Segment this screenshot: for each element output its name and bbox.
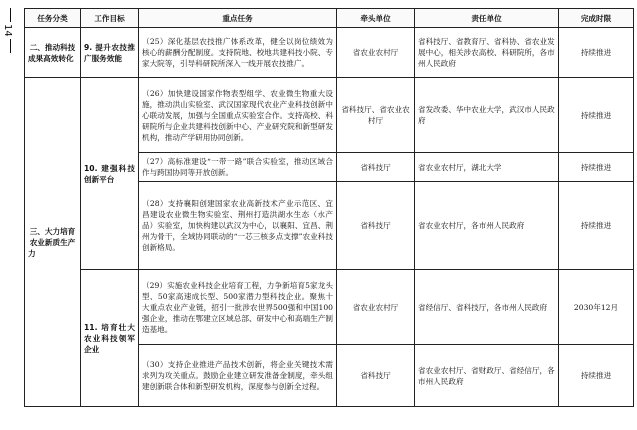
deadline-cell: 持续推进 [559,28,634,78]
page-number-text: 14 [2,24,13,37]
lead-cell: 省农业农村厅 [337,270,415,345]
header-lead: 牵头单位 [337,9,415,28]
table-row [25,270,634,345]
lead-cell: 省科技厅 [337,182,415,270]
task-cell: （27）高标准建设“一带一路”联合实验室，推动区域合作与跨国协同等开放创新。 [139,153,337,182]
page-number [2,8,18,53]
deadline-cell: 持续推进 [559,78,634,153]
responsible-cell: 省农业农村厅，各市州人民政府 [415,182,559,270]
table-row [25,28,634,78]
lead-cell: 省农业农村厅 [337,28,415,78]
task-cell: （25）深化基层农技推广体系改革，健全以岗位绩效为核心的薪酬分配制度。支持院地、校地共建科技小院、专家大院等，引导科研院所深入一线开展农技推广。 [139,28,337,78]
task-cell: （30）支持企业推进产品技术创新，将企业关键技术需求列为攻关重点。鼓励企业建立研发准备金制度，牵头组建创新联合体和新型研发机构，深度参与创新全过程。 [139,345,337,407]
header-goal: 工作目标 [81,9,139,28]
lead-cell: 省科技厅 [337,345,415,407]
lead-cell: 省科技厅 [337,153,415,182]
table-row [25,78,634,153]
responsible-cell: 省发改委、华中农业大学，武汉市人民政府 [415,78,559,153]
responsible-cell: 省经信厅、省科技厅，各市州人民政府 [415,270,559,345]
header-responsible: 责任单位 [415,9,559,28]
goal-cell: 9. 提升农技推广服务效能 [81,28,139,78]
responsible-cell: 省农业农村厅、省财政厅、省经信厅，各市州人民政府 [415,345,559,407]
category-cell: 三、大力培育农业新质生产力 [25,78,81,407]
deadline-cell: 持续推进 [559,182,634,270]
header-task: 重点任务 [139,9,337,28]
goal-cell: 11. 培育壮大农业科技领军企业 [81,270,139,407]
lead-cell: 省科技厅、省农业农村厅 [337,78,415,153]
responsible-cell: 省科技厅、省教育厅、省科协、省农业发展中心，相关涉农高校、科研院所，各市州人民政府 [415,28,559,78]
responsible-cell: 省农业农村厅，湖北大学 [415,153,559,182]
task-table [24,8,634,407]
header-deadline: 完成时限 [559,9,634,28]
header-category: 任务分类 [25,9,81,28]
deadline-cell: 持续推进 [559,153,634,182]
goal-cell: 10. 建强科技创新平台 [81,78,139,270]
task-cell: （26）加快建设国家作物表型组学、农业微生物重大设施，推动洪山实验室、武汉国家现代农业产业科技创新中心联动发展，加强与全国重点实验室合作。支持高校、科研院所与企业共建科技创新中心、产业研究院和新型研发机构，推动产学研用协同创新。 [139,78,337,153]
task-cell: （28）支持襄阳创建国家农业高新技术产业示范区、宜昌建设农业微生物实验室、荆州打造洪湖水生态（水产品）实验室，加快构建以武汉为中心，以襄阳、宜昌、荆州为骨干，全域协同联动的“一芯三核多点支撑”农业科技创新格局。 [139,182,337,270]
task-cell: （29）实施农业科技企业培育工程，力争新培育5家龙头型、50家高速成长型、500家潜力型科技企业。聚焦十大重点农业产业链，招引一批涉农世界500强和中国100强企业，推动在鄂建立区域总部、研发中心和高端生产制造基地。 [139,270,337,345]
table-header-row [25,9,634,28]
deadline-cell: 2030年12月 [559,270,634,345]
page-number-rule-top [10,8,11,22]
category-cell: 二、推动科技成果高效转化 [25,28,81,78]
page-number-rule-bottom [10,39,11,53]
deadline-cell: 持续推进 [559,345,634,407]
